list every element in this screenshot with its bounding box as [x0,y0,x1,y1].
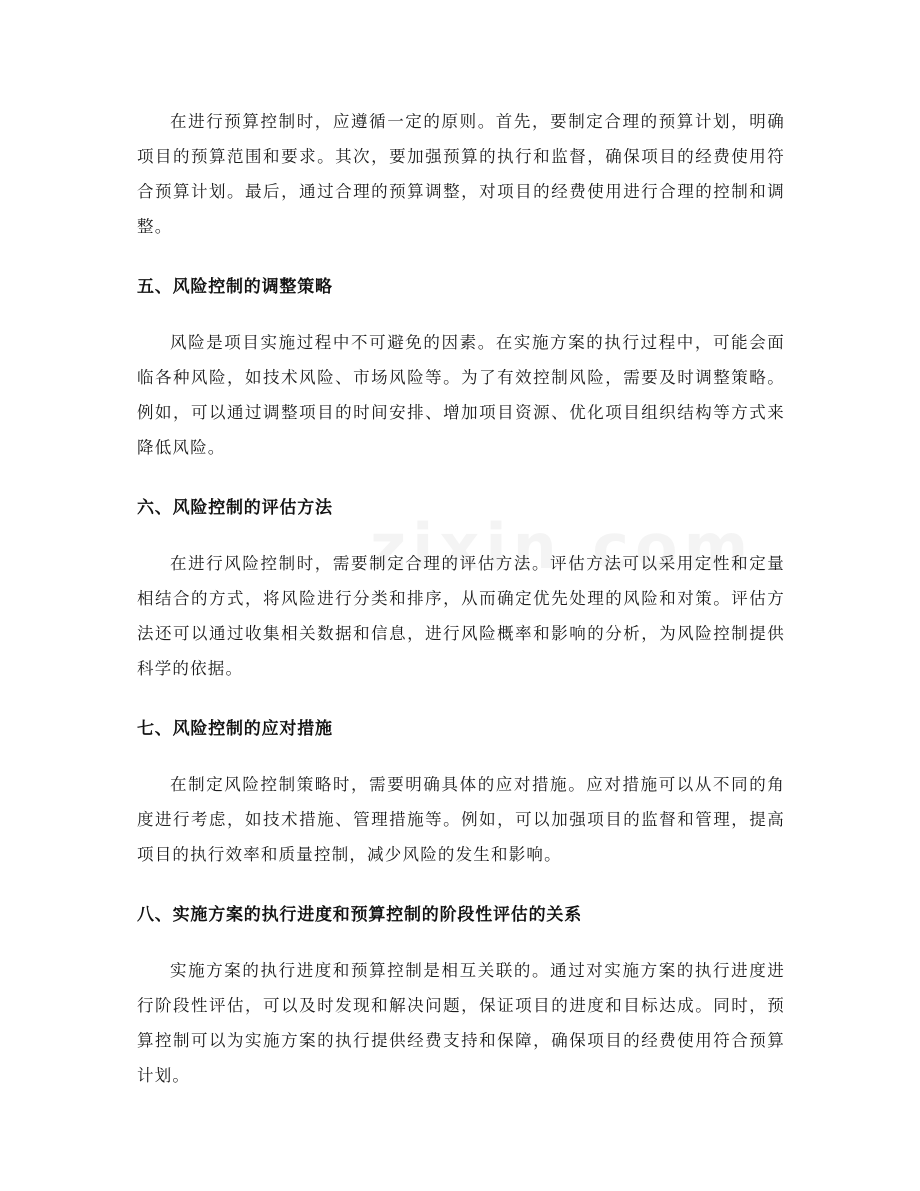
spacer [137,244,785,270]
spacer [137,933,785,953]
paragraph-risk-adjustment-strategy: 风险是项目实施过程中不可避免的因素。在实施方案的执行过程中，可能会面临各种风险，如技术风险、市场风险等。为了有效控制风险，需要及时调整策略。例如，可以通过调整项目的时间安排、增加项目资源、优化项目组织结构等方式来降低风险。 [137,333,785,457]
heading-risk-adjustment-strategy: 五、风险控制的调整策略 [137,277,333,297]
spacer [137,747,785,767]
spacer [137,872,785,898]
spacer [137,526,785,546]
spacer [137,686,785,712]
spacer [137,305,785,325]
paragraph-risk-assessment-method: 在进行风险控制时，需要制定合理的评估方法。评估方法可以采用定性和定量相结合的方式，将风险进行分类和排序，从而确定优先处理的风险和对策。评估方法还可以通过收集相关数据和信息，进行风险概率和影响的分析，为风险控制提供科学的依据。 [137,554,785,678]
paragraph-progress-budget-relationship: 实施方案的执行进度和预算控制是相互关联的。通过对实施方案的执行进度进行阶段性评估，可以及时发现和解决问题，保证项目的进度和目标达成。同时，预算控制可以为实施方案的执行提供经费支持和保障，确保项目的经费使用符合预算计划。 [137,961,785,1085]
heading-risk-assessment-method: 六、风险控制的评估方法 [137,498,333,518]
spacer [137,465,785,491]
paragraph-risk-response-measures: 在制定风险控制策略时，需要明确具体的应对措施。应对措施可以从不同的角度进行考虑，如技术措施、管理措施等。例如，可以加强项目的监督和管理，提高项目的执行效率和质量控制，减少风险的发生和影响。 [137,775,785,864]
heading-progress-budget-relationship: 八、实施方案的执行进度和预算控制的阶段性评估的关系 [137,905,582,925]
paragraph-budget-principles: 在进行预算控制时，应遵循一定的原则。首先，要制定合理的预算计划，明确项目的预算范围和要求。其次，要加强预算的执行和监督，确保项目的经费使用符合预算计划。最后，通过合理的预算调整，对项目的经费使用进行合理的控制和调整。 [137,112,785,236]
heading-risk-response-measures: 七、风险控制的应对措施 [137,719,333,739]
